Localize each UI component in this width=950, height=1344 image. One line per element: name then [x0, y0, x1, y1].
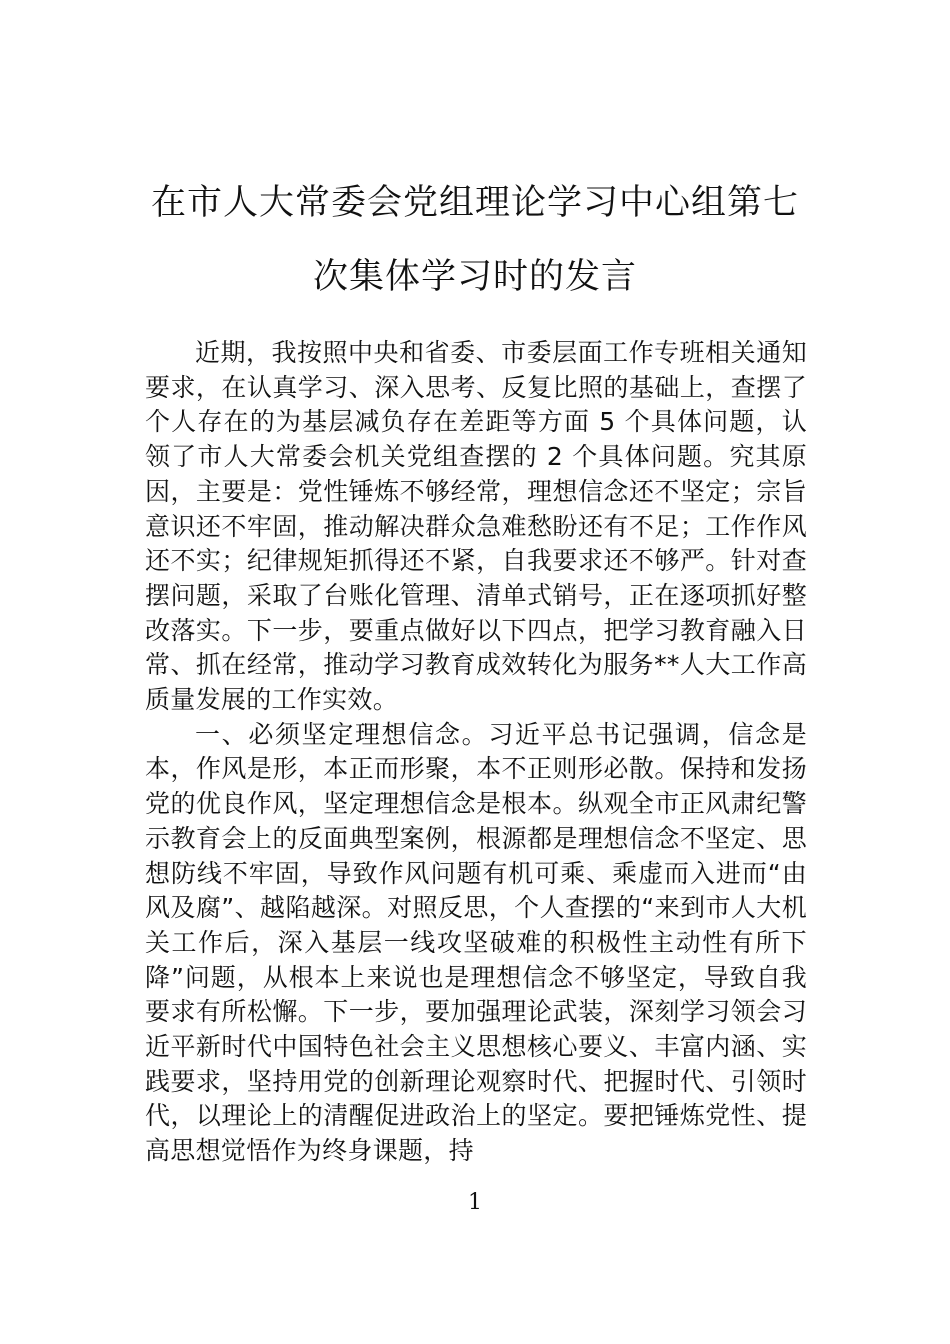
- document-body: [145, 336, 807, 1169]
- paragraph-intro: 近期，我按照中央和省委、市委层面工作专班相关通知要求，在认真学习、深入思考、反复比照的基础上，查摆了个人存在的为基层减负存在差距等方面 5 个具体问题，认领了市人大常委会机关党组查摆的 2 个具体问题。究其原因，主要是：党性锤炼不够经常，理想信念还不坚定；宗旨意识还不牢固，推动解决群众急难愁盼还有不足；工作作风还不实；纪律规矩抓得还不紧，自我要求还不够严。针对查摆问题，采取了台账化管理、清单式销号，正在逐项抓好整改落实。下一步，要重点做好以下四点，把学习教育融入日常、抓在经常，推动学习教育成效转化为服务**人大工作高质量发展的工作实效。: [145, 338, 807, 715]
- document-title: [120, 166, 830, 314]
- title-line-2: 次集体学习时的发言: [312, 257, 637, 297]
- page-number: 1: [468, 1190, 482, 1215]
- paragraph-section-1: 一、必须坚定理想信念。习近平总书记强调，信念是本，作风是形，本正而形聚，本不正则形必散。保持和发扬党的优良作风，坚定理想信念是根本。纵观全市正风肃纪警示教育会上的反面典型案例，根源都是理想信念不坚定、思想防线不牢固，导致作风问题有机可乘、乘虚而入进而“由风及腐”、越陷越深。对照反思，个人查摆的“来到市人大机关工作后，深入基层一线攻坚破难的积极性主动性有所下降”问题，从根本上来说也是理想信念不够坚定，导致自我要求有所松懈。下一步，要加强理论武装，深刻学习领会习近平新时代中国特色社会主义思想核心要义、丰富内涵、实践要求，坚持用党的创新理论观察时代、把握时代、引领时代，以理论上的清醒促进政治上的坚定。要把锤炼党性、提高思想觉悟作为终身课题，持: [145, 719, 807, 1166]
- title-line-1: 在市人大常委会党组理论学习中心组第七: [150, 183, 799, 223]
